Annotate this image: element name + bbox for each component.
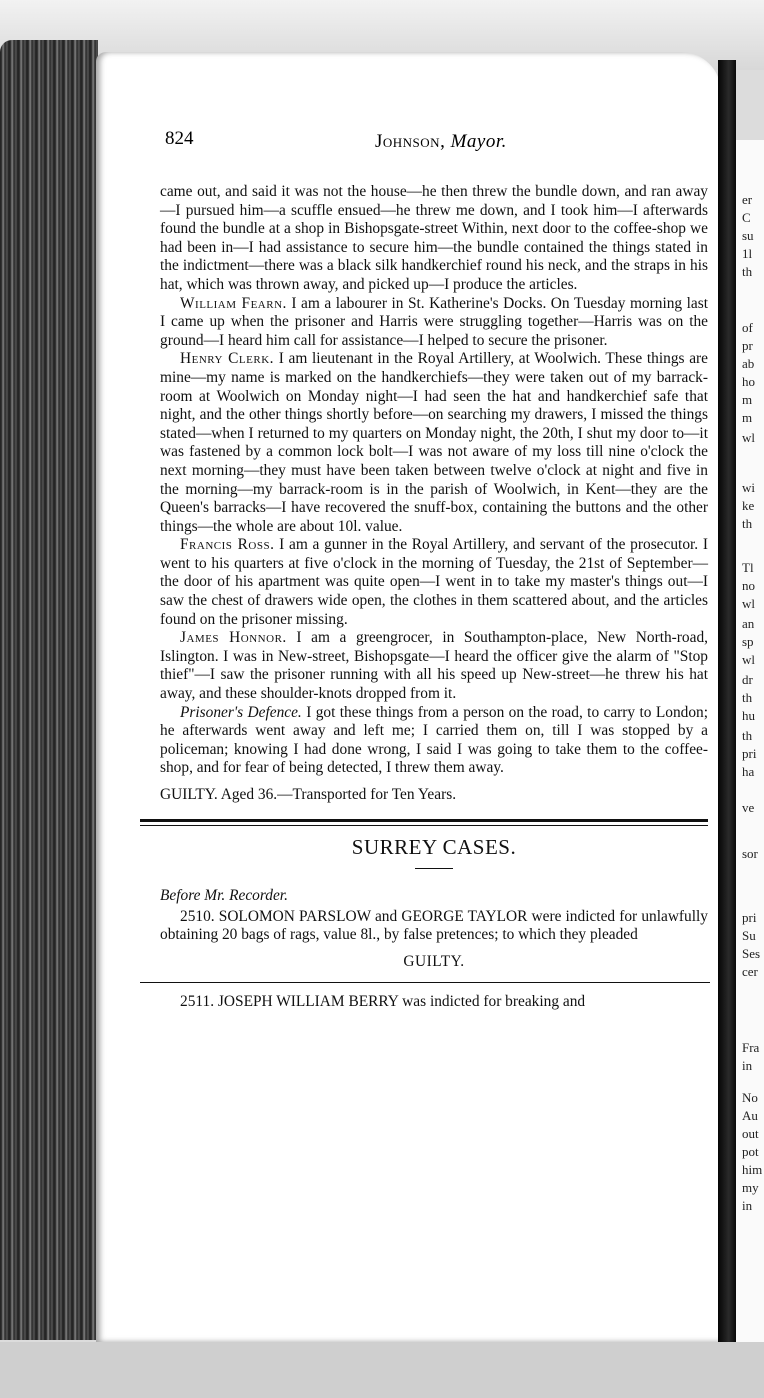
facing-page-text-fragment: No: [742, 1090, 758, 1105]
facing-page-text-fragment: pr: [742, 338, 753, 353]
facing-page-text-fragment: ha: [742, 764, 755, 779]
facing-page-text-fragment: wl: [742, 652, 755, 667]
facing-page-text-fragment: th: [742, 264, 753, 279]
running-title-office: Mayor.: [450, 131, 507, 152]
facing-page-text-fragment: pot: [742, 1144, 759, 1159]
facing-page-text-fragment: th: [742, 516, 753, 531]
case-2511: 2511. JOSEPH WILLIAM BERRY was indicted for breaking and: [180, 992, 586, 1010]
scan-background-bottom: [0, 1342, 764, 1398]
facing-page-text-fragment: Au: [742, 1108, 758, 1123]
testimony-william-fearn: [160, 295, 708, 351]
testimony-henry-clerk: [160, 350, 708, 536]
facing-page-text-fragment: in: [742, 1198, 753, 1213]
facing-page-text-fragment: an: [742, 616, 755, 631]
facing-page-text-fragment: no: [742, 578, 755, 593]
before-judge: Before Mr. Recorder.: [160, 887, 288, 905]
running-title-separator: ,: [440, 131, 446, 152]
facing-page-text-fragment: th: [742, 728, 753, 743]
testimony-text: I am a greengrocer, in Southampton-place, New North-road, Islington. I was in New-street, Bishopsgate—I heard the officer give the alarm of "Stop thief"—I saw the prisoner running with all his speed up New-street—he threw his hat away, and these shoulder-knots dropped from it.: [160, 629, 708, 703]
facing-page-text-fragment: of: [742, 320, 753, 335]
facing-page-text-fragment: wi: [742, 480, 755, 495]
facing-page-text-fragment: in: [742, 1058, 753, 1073]
page-body: [160, 183, 708, 1011]
testimony-text: I am a gunner in the Royal Artillery, and servant of the prosecutor. I went to his quarters at five o'clock in the morning of Tuesday, the 21st of September—the door of his apartment was quite open—I went in to take my master's things out—I saw the chest of drawers wide open, the clothes in them scattered about, and the articles found on the prisoner missing.: [160, 536, 708, 628]
facing-page-text-fragment: cer: [742, 964, 758, 979]
facing-page-text-fragment: sor: [742, 846, 758, 861]
section-divider: [140, 819, 708, 826]
testimony-james-honnor: [160, 629, 708, 703]
facing-page-text-fragment: my: [742, 1180, 759, 1195]
facing-page-text-fragment: C: [742, 210, 751, 225]
running-title-name: Johnson: [375, 131, 441, 152]
book-spine-edge: [0, 40, 98, 1340]
facing-page-text-fragment: hu: [742, 708, 755, 723]
witness-name: James Honnor.: [180, 629, 287, 647]
paragraph-continuation: came out, and said it was not the house—he then threw the bundle down, and ran away—I pursued him—a scuffle ensued—he threw me down, and I took him—I afterwards found the bundle at a shop in Bishopsgate-street Within, next door to the coffee-shop we had been in—I had assistance to secure him—the bundle contained the things stated in the indictment—there was a black silk handkerchief round his neck, and the straps in his hat, which was thrown away, and picked up—I produce the articles.: [160, 183, 708, 293]
defence-text: I got these things from a person on the road, to carry to London; he afterwards went away and left me; I carried them on, till I was stopped by a policeman; knowing I had done wrong, I said I was going to take them to the coffee-shop, and for fear of being detected, I threw them away.: [160, 703, 709, 777]
short-divider: [415, 868, 453, 869]
facing-page-text-fragment: su: [742, 228, 754, 243]
case-divider: [140, 982, 710, 983]
facing-page-text-fragment: pri: [742, 746, 757, 761]
facing-page-fragment: [736, 140, 764, 1398]
facing-page-text-fragment: er: [742, 192, 753, 207]
facing-page-text-fragment: dr: [742, 672, 753, 687]
page-number: 824: [165, 128, 194, 149]
facing-page-text-fragment: Fra: [742, 1040, 760, 1055]
facing-page-text-fragment: wl: [742, 430, 755, 445]
facing-page-text-fragment: out: [742, 1126, 759, 1141]
facing-page-text-fragment: Su: [742, 928, 756, 943]
testimony-text: I am lieutenant in the Royal Artillery, at Woolwich. These things are mine—my name is marked on the handkerchiefs—they were taken out of my barrack-room at Woolwich on Monday night—I had seen the hat and handkerchief safe that night, and the other things shortly before—on searching my drawers, I missed the things stated—when I returned to my quarters on Monday night, the 20th, I shut my door to—it was fastened by a common lock bolt—I was not aware of my loss till nine o'clock the next morning—they must have been taken between twelve o'clock at night and five in the morning—my barrack-room is in the parish of Woolwich, in Kent—they are the Queen's barracks—I have recovered the snuff-box, containing the buttons and the other things—the whole are about 10l. value.: [160, 350, 708, 535]
book-gutter: [718, 60, 736, 1360]
verdict-guilty: GUILTY.: [403, 952, 465, 970]
facing-page-text-fragment: pri: [742, 910, 757, 925]
page-header: [165, 128, 710, 156]
facing-page-text-fragment: th: [742, 690, 753, 705]
witness-name: Francis Ross.: [180, 536, 275, 554]
section-title: SURREY CASES.: [351, 834, 517, 859]
witness-name: William Fearn.: [180, 294, 287, 312]
case-2510: 2510. SOLOMON PARSLOW and GEORGE TAYLOR were indicted for unlawfully obtaining 20 bags of rags, value 8l., by false pretences; to which they pleaded: [160, 907, 708, 944]
facing-page-text-fragment: ve: [742, 800, 755, 815]
facing-page-text-fragment: Tl: [742, 560, 754, 575]
testimony-text: I am a labourer in St. Katherine's Docks. On Tuesday morning last I came up when the prisoner and Harris were struggling together—Harris was on the ground—I heard him call for assistance—I helped to secure the prisoner.: [160, 294, 708, 349]
facing-page-text-fragment: sp: [742, 634, 754, 649]
facing-page-text-fragment: him: [742, 1162, 763, 1177]
testimony-francis-ross: [160, 536, 708, 629]
facing-page-text-fragment: ab: [742, 356, 755, 371]
facing-page-text-fragment: wl: [742, 596, 755, 611]
facing-page-text-fragment: ke: [742, 498, 755, 513]
running-title: [375, 131, 507, 153]
prisoner-defence: [160, 704, 708, 778]
facing-page-text-fragment: m: [742, 410, 753, 425]
verdict-sentence: GUILTY. Aged 36.—Transported for Ten Years.: [160, 786, 457, 803]
facing-page-text-fragment: m: [742, 392, 753, 407]
defence-label: Prisoner's Defence.: [180, 703, 302, 721]
facing-page-text-fragment: 1l: [742, 246, 753, 261]
facing-page-text-fragment: Ses: [742, 946, 761, 961]
facing-page-text-fragment: ho: [742, 374, 755, 389]
witness-name: Henry Clerk.: [180, 350, 274, 368]
